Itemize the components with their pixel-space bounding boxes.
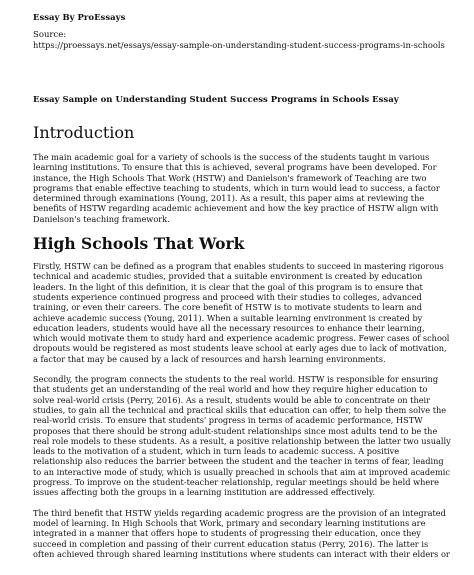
essay-title: Essay Sample on Understanding Student Success Programs in Schools Essay <box>33 95 399 105</box>
section-heading-introduction: Introduction <box>33 123 135 142</box>
hstw-paragraph-2: Secondly, the program connects the students to the real world. HSTW is responsible for ensuring that students get an understanding of the real world and how they require higher education to solve real-world crisis (Perry, 2016). As a result, students would be able to concentrate on their studies, to gain all the technical and practical skills that education can offer, to help them solve the real-world crisis. To ensure that students' progress in terms of academic performance, HSTW proposes that there should be strong adult-student relationships since most adults tend to be the real role models to these students. As a result, a positive relationship between the latter two usually leads to the motivation of a student, which in turn leads to academic success. A positive relationship also reduces the barrier between the student and the teacher in terms of fear, leading to an interactive mode of study, which is usually preached in schools that aim at improved academic progress. To improve on the student-teacher relationship, regular meetings should be held where issues affecting both the groups in a learning institution are addressed effectively. <box>33 374 451 498</box>
hstw-paragraph-1: Firstly, HSTW can be defined as a program that enables students to succeed in mastering rigorous technical and academic studies, provided that a suitable environment is created by education leaders. In the light of this definition, it is clear that the goal of this program is to ensure that students experience continued progress and proceed with their studies to colleges, advanced training, or even their careers. The core benefit of HSTW is to motivate students to learn and achieve academic success (Young, 2011). When a suitable learning environment is created by education leaders, students would have all the necessary resources to enhance their learning, which would motivate them to study hard and experience academic progress. Fewer cases of school dropouts would be registered as most students leave school at early ages due to lack of motivation, a factor that may be caused by a lack of resources and harsh learning environments. <box>33 261 450 364</box>
document-header <box>33 13 453 51</box>
hstw-paragraph-3: The third benefit that HSTW yields regarding academic progress are the provision of an integrated model of learning. In High Schools that Work, primary and secondary learning institutions are integrated in a manner that offers hope to students of progressing their education, once they succeed in completion and passing of their current education status (Perry, 2016). The latter is often achieved through shared learning institutions where students can interact with their elders or <box>33 507 450 559</box>
section-heading-hstw: High Schools That Work <box>33 234 245 254</box>
introduction-paragraph: The main academic goal for a variety of schools is the success of the students taught in various learning institutions. To ensure that this is achieved, several programs have been developed. For instance, the High Schools That Work (HSTW) and Danielson's framework of Teaching are two programs that enable effective teaching to students, which in turn would lead to success, a factor determined through examinations (Young, 2011). As a result, this paper aims at reviewing the benefits of HSTW regarding academic achievement and how the key practice of HSTW align with Danielson's teaching framework. <box>33 152 440 224</box>
essay-by-line: Essay By ProEssays <box>33 13 126 23</box>
source-url: https://proessays.net/essays/essay-sample-on-understanding-student-success-programs-in-schools <box>33 40 445 50</box>
essay-body <box>33 123 451 569</box>
source-label: Source: <box>33 30 67 40</box>
